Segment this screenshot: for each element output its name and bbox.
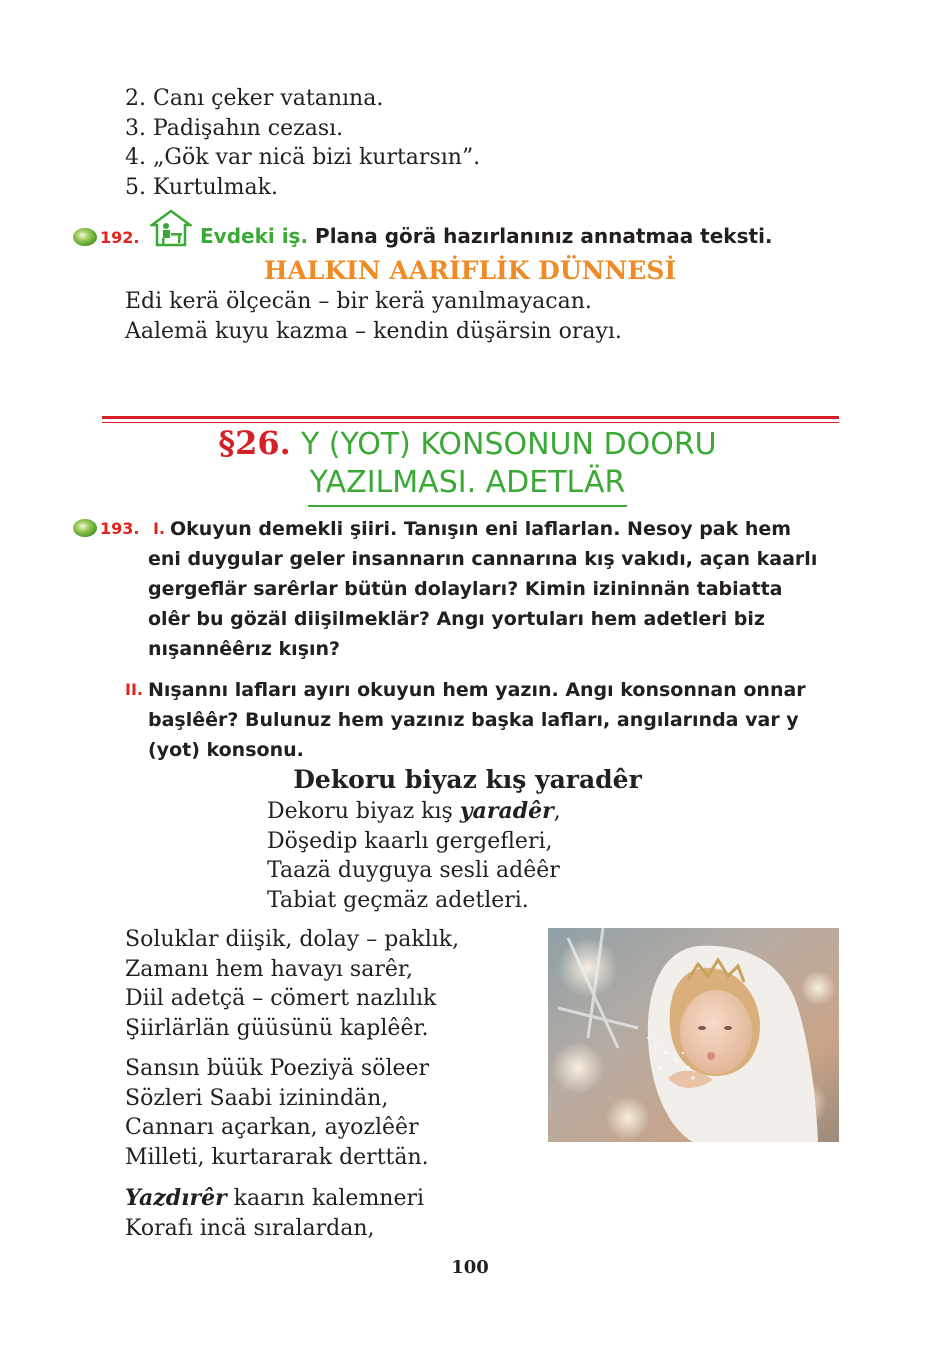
exercise-number: 192. [100,228,140,247]
poem-stanza-2 [125,925,459,1043]
list-item: 2. Canı çeker vatanına. [125,86,384,111]
exercise-bullet-icon [72,518,98,538]
exercise-bullet-icon [72,227,98,247]
poem-stanza-4 [125,1184,424,1243]
exercise-193-number-wrap [100,515,139,543]
winter-girl-photo [548,928,839,1142]
task-line: eni duygular geler insannarın cannarına kış vakıdı, açan kaarlı [148,548,818,570]
part-2-marker-wrap [125,676,143,704]
task-line: başlêêr? Bulunuz hem yazınız başka lafları, angılarında var y [148,709,799,731]
poem-line: Sansın büük Poeziyä söleer [125,1056,430,1081]
section-title-line1 [0,423,935,465]
section-title-part1: Y (YOT) KONSONUN DOORU [300,427,717,462]
poem-stanza-1 [267,797,561,915]
task-line: gergeflär sarêrlar bütün dolayları? Kimin izininnän tabiatta [148,578,783,600]
page-number-wrap [0,1256,935,1280]
homework-label: Evdeki iş. [200,224,309,248]
section-rule-top [102,416,839,419]
poem-title: Dekoru biyaz kış yaradêr [293,765,642,794]
exercise-193-part1-rest [148,544,817,664]
section-title-line2-wrap [0,463,935,507]
proverb: Edi kerä ölçecän – bir kerä yanılmayacan. [125,289,592,314]
page-number: 100 [451,1257,489,1278]
part-1-marker: I. [153,519,166,538]
top-list [125,84,480,202]
proverbs-list [125,287,622,346]
proverbs-heading: HALKIN AARİFLİK DÜNNESİ [263,256,677,285]
list-item: 3. Padişahın cezası. [125,115,344,141]
part-2-marker: II. [125,680,143,699]
exercise-number: 193. [100,519,140,538]
poem-line: Yazdırêr kaarın kalemneri [125,1185,425,1211]
task-line: olêr bu gözäl diişilmeklär? Angı yortuları hem adetleri biz [148,608,765,630]
exercise-193-part1-line1: Okuyun demekli şiiri. Tanışın eni laflarlan. Nesoy pak hem [170,518,792,540]
poem-line: Diil adetçä – cömert nazlılık [125,986,437,1011]
exercise-192-text: Plana görä hazırlanınız annatmaa teksti. [315,224,773,248]
poem-line: Zamanı hem havayı sarêr, [125,956,413,982]
proverbs-heading-wrap [0,254,935,288]
section-number: §26. [218,424,291,462]
proverb: Aalemä kuyu kazma – kendin düşärsin orayı. [125,318,622,344]
poem-line: Dekoru biyaz kış yaradêr, [267,798,561,824]
poem-line: Taazä duyguya sesli adêêr [267,858,560,883]
poem-line: Sözleri Saabi izinindän, [125,1085,389,1111]
poem-title-wrap [0,763,935,797]
part-1-marker-wrap [153,515,165,543]
poem-line: Cannarı açarkan, ayozlêêr [125,1115,419,1140]
poem-line: Korafı incä sıralardan, [125,1215,375,1241]
poem-line: Soluklar diişik, dolay – paklık, [125,927,460,952]
list-item: 4. „Gök var nicä bizi kurtarsın”. [125,145,481,170]
poem-line: Tabiat geçmäz adetleri. [267,887,529,913]
task-line: Nışannı lafları ayırı okuyun hem yazın. Angı konsonnan onnar [148,679,806,701]
poem-line: Milleti, kurtararak derttän. [125,1144,429,1170]
task-line: nışannêêrız kışın? [148,638,341,660]
poem-line: Şiirlärlän güüsünü kaplêêr. [125,1015,429,1041]
exercise-193-part2 [148,675,806,765]
section-title-part2: YAZILMASI. ADETLÄR [308,463,628,507]
exercise-192-number-wrap [100,226,139,250]
homework-house-icon [150,209,192,247]
task-line: (yot) konsonu. [148,739,304,761]
poem-stanza-3 [125,1054,429,1172]
list-item: 5. Kurtulmak. [125,174,278,200]
exercise-192-task [200,221,773,251]
poem-line: Döşedip kaarlı gergefleri, [267,828,553,854]
